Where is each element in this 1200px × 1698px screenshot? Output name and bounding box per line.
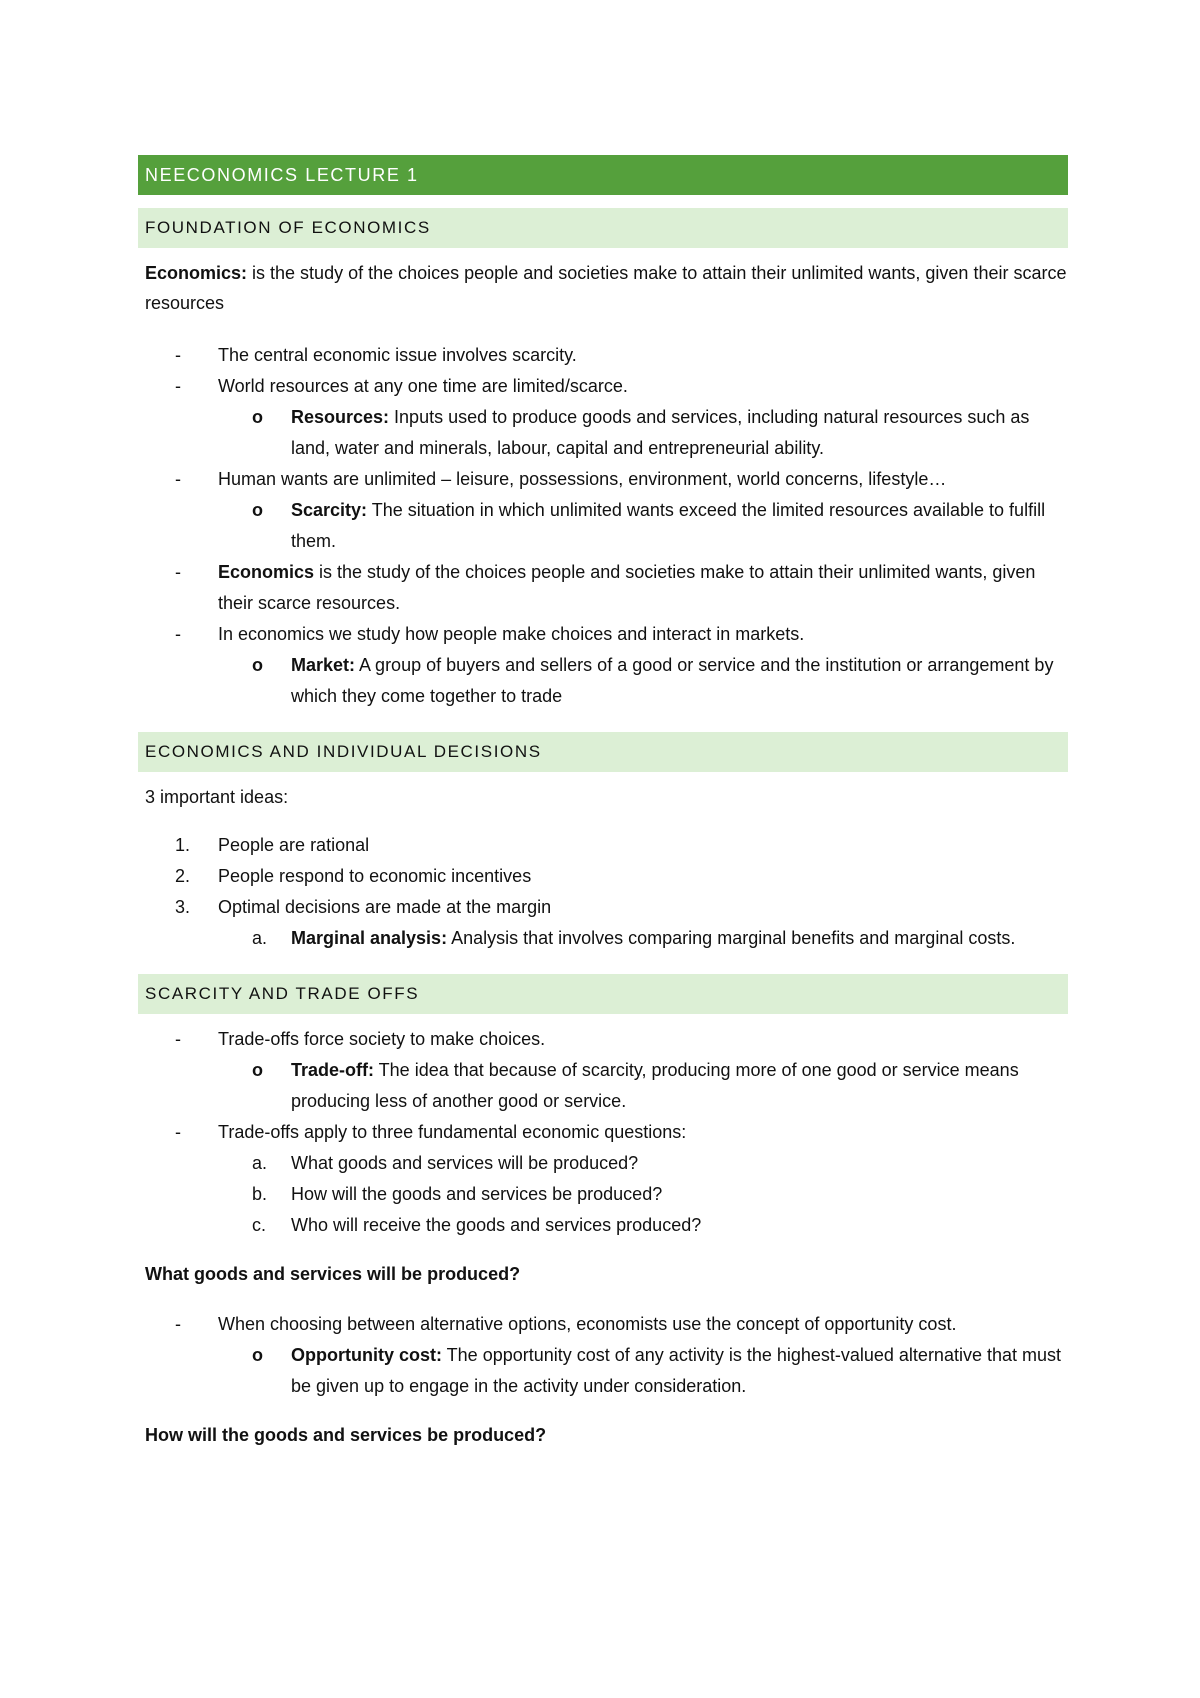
lettered-item (138, 923, 1068, 954)
list-item (138, 340, 1068, 371)
sub-list-item (138, 650, 1068, 712)
item-text: People are rational (218, 835, 370, 855)
dash-marker: - (175, 562, 181, 582)
item-text: World resources at any one time are limited/scarce. (218, 376, 628, 396)
item-text: What goods and services will be produced? (291, 1153, 639, 1173)
dash-marker: - (175, 345, 181, 365)
definition-text: is the study of the choices people and societies make to attain their unlimited wants, given their scarce resources (145, 263, 1067, 313)
sub-list-item (138, 402, 1068, 464)
bullet-marker: o (252, 1345, 263, 1365)
bullet-marker: o (252, 655, 263, 675)
term: Trade-off: (291, 1060, 374, 1080)
definition-text: Inputs used to produce goods and services, including natural resources such as land, water and minerals, labour, capital and entrepreneurial ability. (291, 407, 1030, 458)
numbered-item (138, 861, 1068, 892)
definition-text: The situation in which unlimited wants exceed the limited resources available to fulfill them. (291, 500, 1046, 551)
sub-list-item (138, 1055, 1068, 1117)
number-marker: 1. (175, 835, 191, 855)
numbered-item (138, 892, 1068, 923)
item-text: is the study of the choices people and societies make to attain their unlimited wants, given their scarce resources. (218, 562, 1036, 613)
subheading-how-goods: How will the goods and services be produced? (145, 1425, 547, 1445)
list-item (138, 1024, 1068, 1055)
item-text: Trade-offs force society to make choices. (218, 1029, 546, 1049)
term: Opportunity cost: (291, 1345, 442, 1365)
item-text: Optimal decisions are made at the margin (218, 897, 552, 917)
list-item (138, 371, 1068, 402)
item-text: The central economic issue involves scarcity. (218, 345, 577, 365)
lettered-item (138, 1179, 1068, 1210)
lettered-item (138, 1148, 1068, 1179)
term: Resources: (291, 407, 390, 427)
item-text: When choosing between alternative options, economists use the concept of opportunity cost. (218, 1314, 957, 1334)
definition-text: The opportunity cost of any activity is the highest-valued alternative that must be given up to engage in the activity under consideration. (291, 1345, 1061, 1396)
dash-marker: - (175, 469, 181, 489)
item-text: Trade-offs apply to three fundamental economic questions: (218, 1122, 687, 1142)
economics-definition (138, 258, 1068, 318)
list-item (138, 1117, 1068, 1148)
letter-marker: b. (252, 1184, 268, 1204)
item-text: People respond to economic incentives (218, 866, 532, 886)
bullet-marker: o (252, 1060, 263, 1080)
bullet-marker: o (252, 500, 263, 520)
list-item (138, 464, 1068, 495)
list-item (138, 1309, 1068, 1340)
dash-marker: - (175, 1314, 181, 1334)
number-marker: 2. (175, 866, 191, 886)
definition-text: Analysis that involves comparing marginal benefits and marginal costs. (447, 928, 1016, 948)
list-item (138, 557, 1068, 619)
letter-marker: c. (252, 1215, 267, 1235)
list-item (138, 619, 1068, 650)
section-heading-foundation: FOUNDATION OF ECONOMICS (138, 208, 1068, 248)
bullet-marker: o (252, 407, 263, 427)
letter-marker: a. (252, 928, 268, 948)
dash-marker: - (175, 624, 181, 644)
section-heading-scarcity: SCARCITY AND TRADE OFFS (138, 974, 1068, 1014)
definition-text: The idea that because of scarcity, producing more of one good or service means producing less of another good or service. (291, 1060, 1019, 1111)
letter-marker: a. (252, 1153, 268, 1173)
subheading-what-goods: What goods and services will be produced? (145, 1264, 521, 1284)
dash-marker: - (175, 1122, 181, 1142)
document-title: NEECONOMICS LECTURE 1 (138, 155, 1068, 195)
dash-marker: - (175, 1029, 181, 1049)
dash-marker: - (175, 376, 181, 396)
sub-list-item (138, 1340, 1068, 1402)
section-heading-individual: ECONOMICS AND INDIVIDUAL DECISIONS (138, 732, 1068, 772)
document-content (138, 155, 1068, 1450)
item-text: Who will receive the goods and services produced? (291, 1215, 702, 1235)
term: Market: (291, 655, 356, 675)
term: Scarcity: (291, 500, 368, 520)
item-text: Human wants are unlimited – leisure, possessions, environment, world concerns, lifestyle… (218, 469, 947, 489)
term: Economics: (145, 263, 248, 283)
item-text: How will the goods and services be produced? (291, 1184, 663, 1204)
definition-text: A group of buyers and sellers of a good or service and the institution or arrangement by which they come together to trade (291, 655, 1054, 706)
lettered-item (138, 1210, 1068, 1241)
ideas-intro: 3 important ideas: (145, 787, 289, 807)
item-text: In economics we study how people make choices and interact in markets. (218, 624, 805, 644)
term: Marginal analysis: (291, 928, 448, 948)
term: Economics (218, 562, 315, 582)
numbered-item (138, 830, 1068, 861)
sub-list-item (138, 495, 1068, 557)
number-marker: 3. (175, 897, 191, 917)
